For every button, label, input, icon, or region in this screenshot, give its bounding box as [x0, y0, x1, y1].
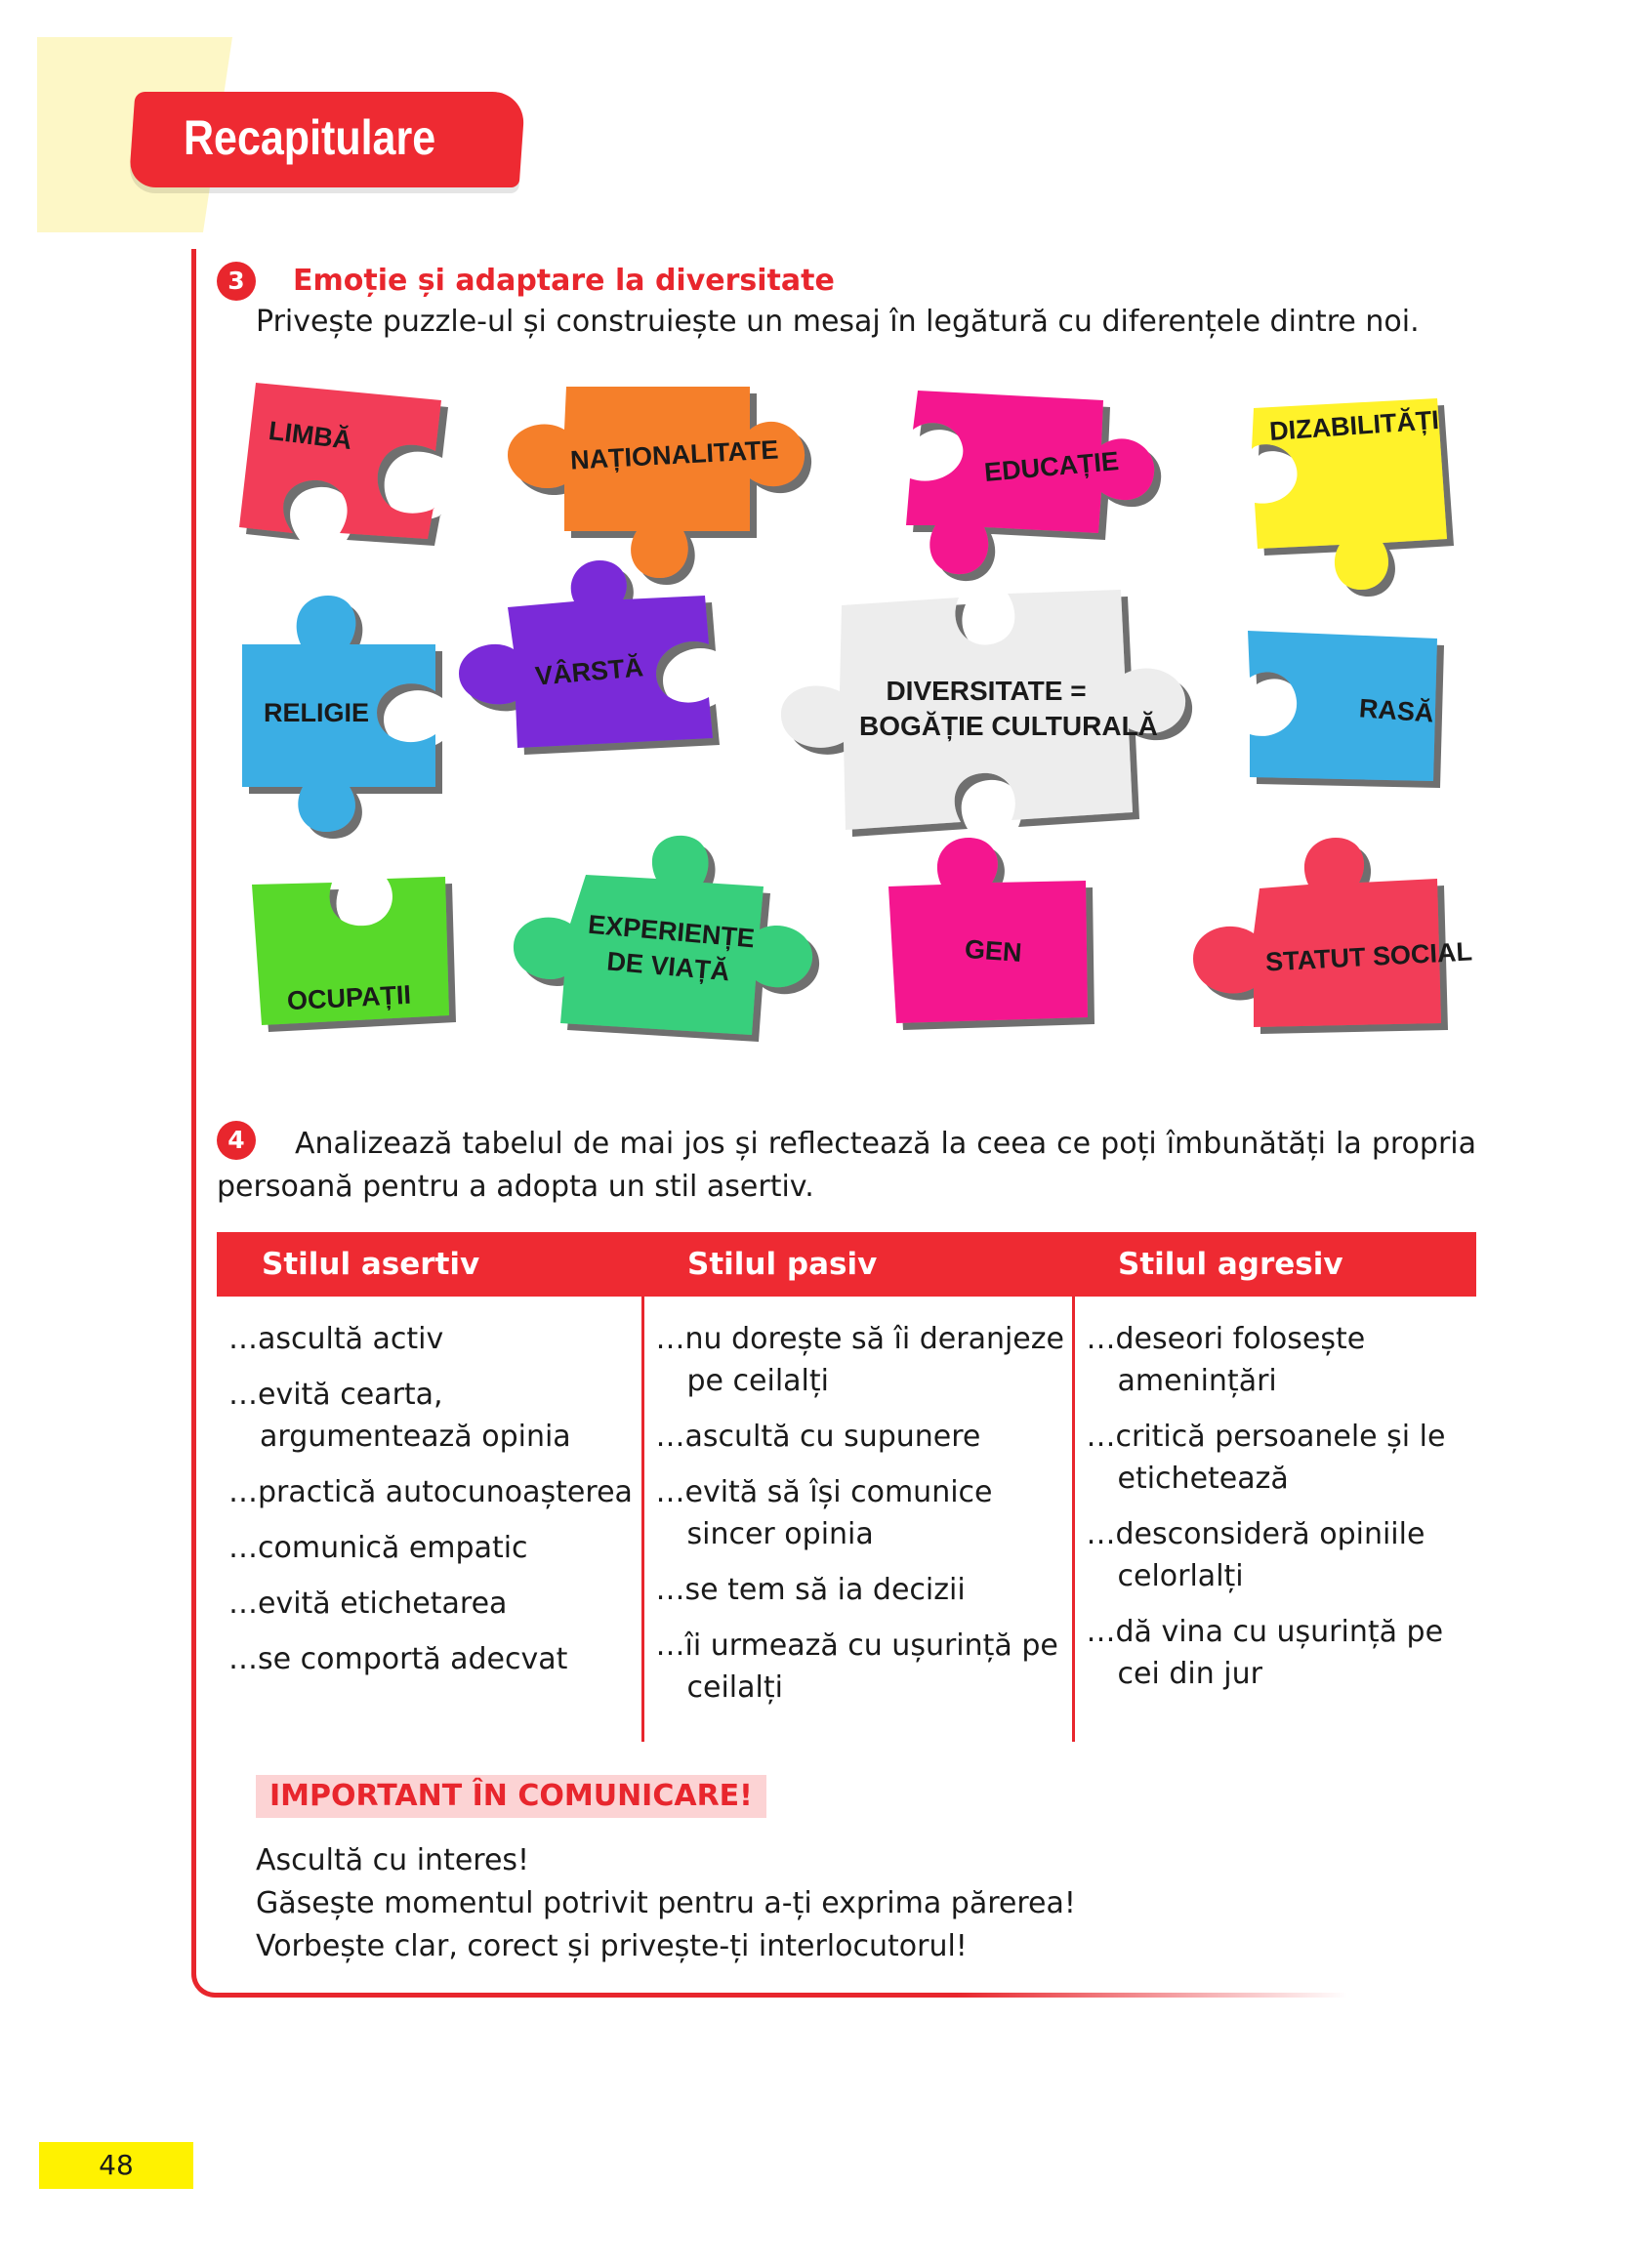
header-agresiv: Stilul agresiv [1073, 1232, 1476, 1297]
important-heading: IMPORTANT ÎN COMUNICARE! [256, 1775, 766, 1818]
list-item: …se tem să ia decizii [655, 1573, 966, 1607]
list-item: …comunică empatic [228, 1531, 528, 1565]
column-agresiv [1073, 1297, 1476, 1742]
puzzle-piece-gen [888, 838, 1088, 1023]
table-row [217, 1297, 1476, 1742]
exercise-instruction: Privește puzzle-ul și construiește un mesaj în legătură cu diferențele dintre noi. [256, 305, 1420, 339]
list-item: …desconsideră opiniile celorlalți [1086, 1517, 1425, 1593]
list-item: …se comportă adecvat [228, 1642, 568, 1676]
list-item: …evită cearta, argumentează opinia [228, 1378, 571, 1454]
header-asertiv: Stilul asertiv [217, 1232, 642, 1297]
table-header-row [217, 1232, 1476, 1297]
puzzle-graphic [0, 0, 1652, 1074]
piece-shape [239, 383, 441, 539]
piece-shape [508, 387, 805, 578]
piece-shape [1193, 838, 1441, 1027]
puzzle-label-diversitate [859, 674, 1158, 744]
puzzle-piece-limba [239, 383, 441, 539]
list-item: …nu dorește să îi deranjeze pe ceilalți [655, 1322, 1064, 1398]
important-line: Ascultă cu interes! [256, 1843, 530, 1877]
list-item: …ascultă cu supunere [655, 1420, 981, 1454]
important-line: Vorbește clar, corect și privește-ți interlocutorul! [256, 1929, 968, 1963]
list-item: …dă vina cu ușurință pe cei din jur [1086, 1615, 1444, 1691]
list-item: …ascultă activ [228, 1322, 444, 1356]
puzzle-piece-statut-social [1193, 838, 1441, 1027]
list-item: …îi urmează cu ușurință pe ceilalți [655, 1628, 1058, 1705]
puzzle-label-rasa: RASĂ [1358, 693, 1435, 728]
puzzle-label-educatie: EDUCAȚIE [982, 446, 1121, 487]
communication-styles-table [217, 1232, 1476, 1742]
puzzle-label-religie: RELIGIE [264, 698, 370, 727]
frame-fade [957, 1984, 1445, 1998]
piece-shape [888, 838, 1088, 1023]
list-item: …critică persoanele și le etichetează [1086, 1420, 1446, 1496]
exercise-number-badge: 4 [217, 1121, 256, 1160]
puzzle-label-statut-social: STATUT SOCIAL [1264, 936, 1473, 977]
puzzle-label-limba: LIMBĂ [267, 415, 353, 456]
puzzle-label-ocupatii: OCUPAȚII [286, 979, 412, 1016]
column-asertiv [217, 1297, 642, 1742]
exercise-number-badge: 3 [217, 262, 256, 301]
puzzle-label-dizabilitati: DIZABILITĂȚI [1268, 404, 1440, 447]
puzzle-piece-nationalitate [508, 387, 805, 578]
puzzle-label-gen: GEN [964, 933, 1023, 969]
puzzle-label-nationalitate: NAȚIONALITATE [569, 434, 780, 475]
page-title: Recapitulare [184, 110, 436, 165]
important-line: Găsește momentul potrivit pentru a-ți exprima părerea! [256, 1886, 1076, 1920]
list-item: …deseori folosește amenințări [1086, 1322, 1366, 1398]
page-number: 48 [39, 2142, 193, 2189]
list-item: …evită să își comunice sincer opinia [655, 1475, 993, 1551]
list-item: …evită etichetarea [228, 1587, 508, 1621]
experiente-line1: EXPERIENȚE [587, 909, 757, 954]
list-item: …practică autocunoașterea [228, 1475, 633, 1509]
puzzle-label-varsta: VÂRSTĂ [533, 652, 645, 691]
diversitate-line2: BOGĂȚIE CULTURALĂ [859, 711, 1158, 741]
header-pasiv: Stilul pasiv [642, 1232, 1073, 1297]
exercise-title: Emoție și adaptare la diversitate [293, 264, 835, 298]
experiente-line2: DE VIAȚĂ [605, 946, 731, 987]
diversitate-line1: DIVERSITATE = [886, 676, 1087, 706]
column-pasiv [642, 1297, 1073, 1742]
exercise-instruction: Analizează tabelul de mai jos și reflectează la ceea ce poți îmbunătăți la propria persoană pentru a adopta un stil asertiv. [217, 1127, 1476, 1204]
